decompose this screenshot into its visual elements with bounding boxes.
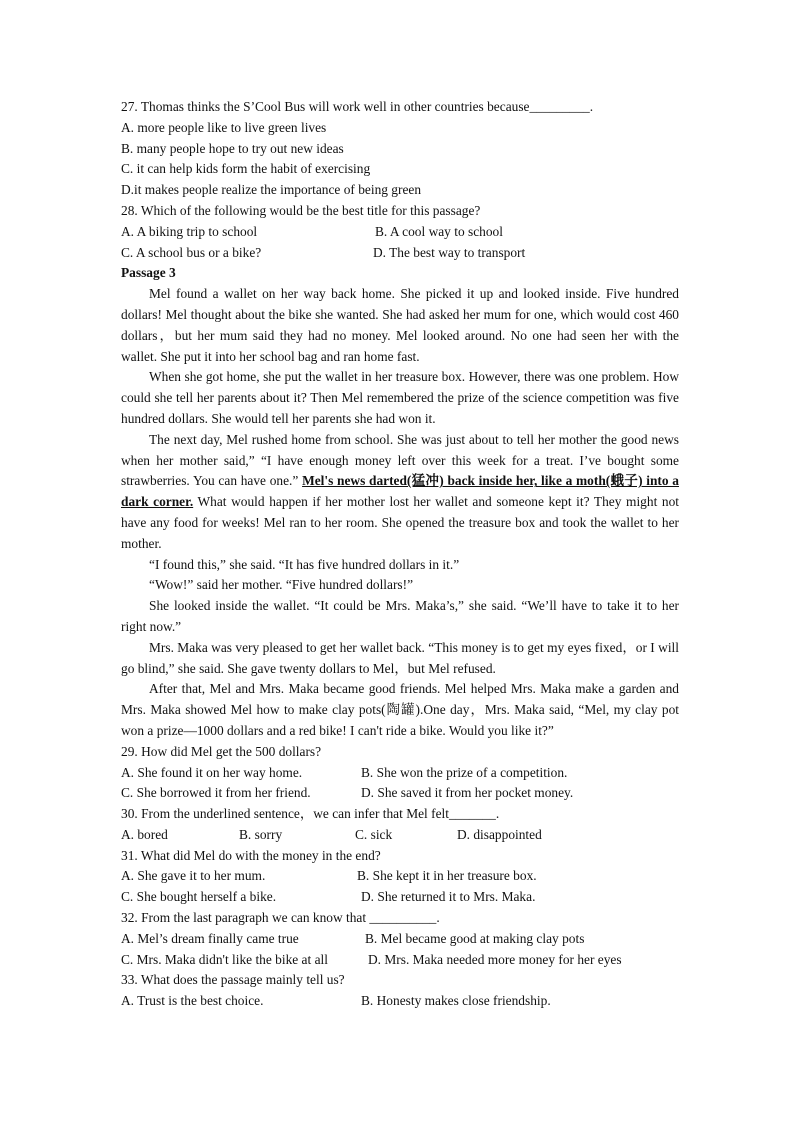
- question-29-option-d: D. She saved it from her pocket money.: [361, 785, 574, 801]
- passage-paragraph-3-end: What would happen if her mother lost her wallet and someone kept it? They might not have any food for weeks! Mel ran to her room. She opened the treasure box and took the wallet to her mother.: [121, 494, 679, 551]
- question-28-stem: 28. Which of the following would be the best title for this passage?: [121, 202, 481, 218]
- question-28-option-d: D. The best way to transport: [373, 244, 526, 260]
- question-27-option-b: B. many people hope to try out new ideas: [121, 140, 344, 156]
- question-30-option-b: B. sorry: [239, 826, 283, 842]
- passage-paragraph-5: “Wow!” said her mother. “Five hundred dollars!”: [149, 577, 414, 593]
- question-30-option-d: D. disappointed: [457, 826, 542, 842]
- question-32-stem: 32. From the last paragraph we can know that __________.: [121, 910, 440, 926]
- question-27-option-d: D.it makes people realize the importance of being green: [121, 182, 422, 198]
- question-33-options-row: [121, 991, 679, 1012]
- question-33-option-a: A. Trust is the best choice.: [121, 993, 264, 1009]
- question-27-stem: 27. Thomas thinks the S’Cool Bus will work well in other countries because_________.: [121, 99, 594, 114]
- question-28-option-c: C. A school bus or a bike?: [121, 244, 262, 260]
- passage-paragraph-1: Mel found a wallet on her way back home. She picked it up and looked inside. Five hundred dollars! Mel thought about the bike she wanted. She had asked her mum for one, which would cost 460 dollars，but her mum said they had no money. Mel looked around. No one had seen her with the wallet. She put it into her school bag and ran home fast.: [121, 286, 679, 364]
- passage-paragraph-4: “I found this,” she said. “It has five hundred dollars in it.”: [149, 556, 460, 572]
- question-32-option-d: D. Mrs. Maka needed more money for her eyes: [368, 951, 622, 967]
- passage-paragraph-3: [121, 430, 679, 555]
- question-31-option-a: A. She gave it to her mum.: [121, 868, 266, 884]
- question-31-option-b: B. She kept it in her treasure box.: [357, 868, 537, 884]
- question-32-options-row-1: [121, 929, 679, 950]
- question-30-option-c: C. sick: [355, 826, 393, 842]
- question-27-option-c: C. it can help kids form the habit of exercising: [121, 161, 371, 177]
- passage-paragraph-7: Mrs. Maka was very pleased to get her wallet back. “This money is to get my eyes fixed，or I will go blind,” she said. She gave twenty dollars to Mel，but Mel refused.: [121, 639, 679, 676]
- question-29-option-c: C. She borrowed it from her friend.: [121, 785, 311, 801]
- question-29-options-row-2: [121, 783, 679, 804]
- question-31-stem: 31. What did Mel do with the money in the end?: [121, 847, 381, 863]
- passage-paragraph-3-start: The next day, Mel rushed home from school. She was just about to tell her mother the good news when her mother said,” “I have enough money left over this week for a treat. I’ve bought some strawberries. You can have one.”: [121, 431, 679, 489]
- question-32-option-c: C. Mrs. Maka didn't like the bike at all: [121, 951, 328, 967]
- question-30-option-a: A. bored: [121, 826, 168, 842]
- question-31-options-row-1: [121, 866, 679, 887]
- question-32-option-a: A. Mel’s dream finally came true: [121, 930, 299, 946]
- worksheet-page: [121, 97, 679, 1012]
- question-29-stem: 29. How did Mel get the 500 dollars?: [121, 743, 322, 759]
- passage-paragraph-8: After that, Mel and Mrs. Maka became good friends. Mel helped Mrs. Maka make a garden and Mrs. Maka showed Mel how to make clay pots(陶罐).One day，Mrs. Maka said, “Mel, my clay pot won a prize—1000 dollars and a red bike! I can't ride a bike. Would you like it?”: [121, 681, 679, 738]
- question-33-stem: 33. What does the passage mainly tell us?: [121, 972, 345, 988]
- underlined-sentence: Mel's news darted(猛冲) back inside her, like a moth(蛾子) into a dark corner.: [121, 473, 679, 510]
- passage-paragraph-2: When she got home, she put the wallet in her treasure box. However, there was one problem. How could she tell her parents about it? Then Mel remembered the prize of the science competition was five hundred dollars. She would tell her parents she had won it.: [121, 369, 679, 426]
- question-31-options-row-2: [121, 887, 679, 908]
- question-29-options-row-1: [121, 763, 679, 784]
- question-31-option-d: D. She returned it to Mrs. Maka.: [361, 889, 536, 905]
- passage-heading: Passage 3: [121, 265, 176, 281]
- question-33-option-b: B. Honesty makes close friendship.: [361, 993, 551, 1009]
- question-32-options-row-2: [121, 950, 679, 971]
- question-29-option-a: A. She found it on her way home.: [121, 764, 303, 780]
- question-32-option-b: B. Mel became good at making clay pots: [365, 930, 585, 946]
- question-28-option-a: A. A biking trip to school: [121, 223, 258, 239]
- question-28-options-row-2: [121, 243, 679, 264]
- passage-paragraph-6: She looked inside the wallet. “It could be Mrs. Maka’s,” she said. “We’ll have to take it to her right now.”: [121, 598, 679, 634]
- question-31-option-c: C. She bought herself a bike.: [121, 889, 277, 905]
- question-30-options-row: [121, 825, 679, 846]
- question-28-option-b: B. A cool way to school: [375, 223, 503, 239]
- question-27-option-a: A. more people like to live green lives: [121, 119, 327, 135]
- question-29-option-b: B. She won the prize of a competition.: [361, 764, 568, 780]
- question-28-options-row-1: [121, 222, 679, 243]
- question-30-stem: 30. From the underlined sentence，we can infer that Mel felt_______.: [121, 806, 500, 822]
